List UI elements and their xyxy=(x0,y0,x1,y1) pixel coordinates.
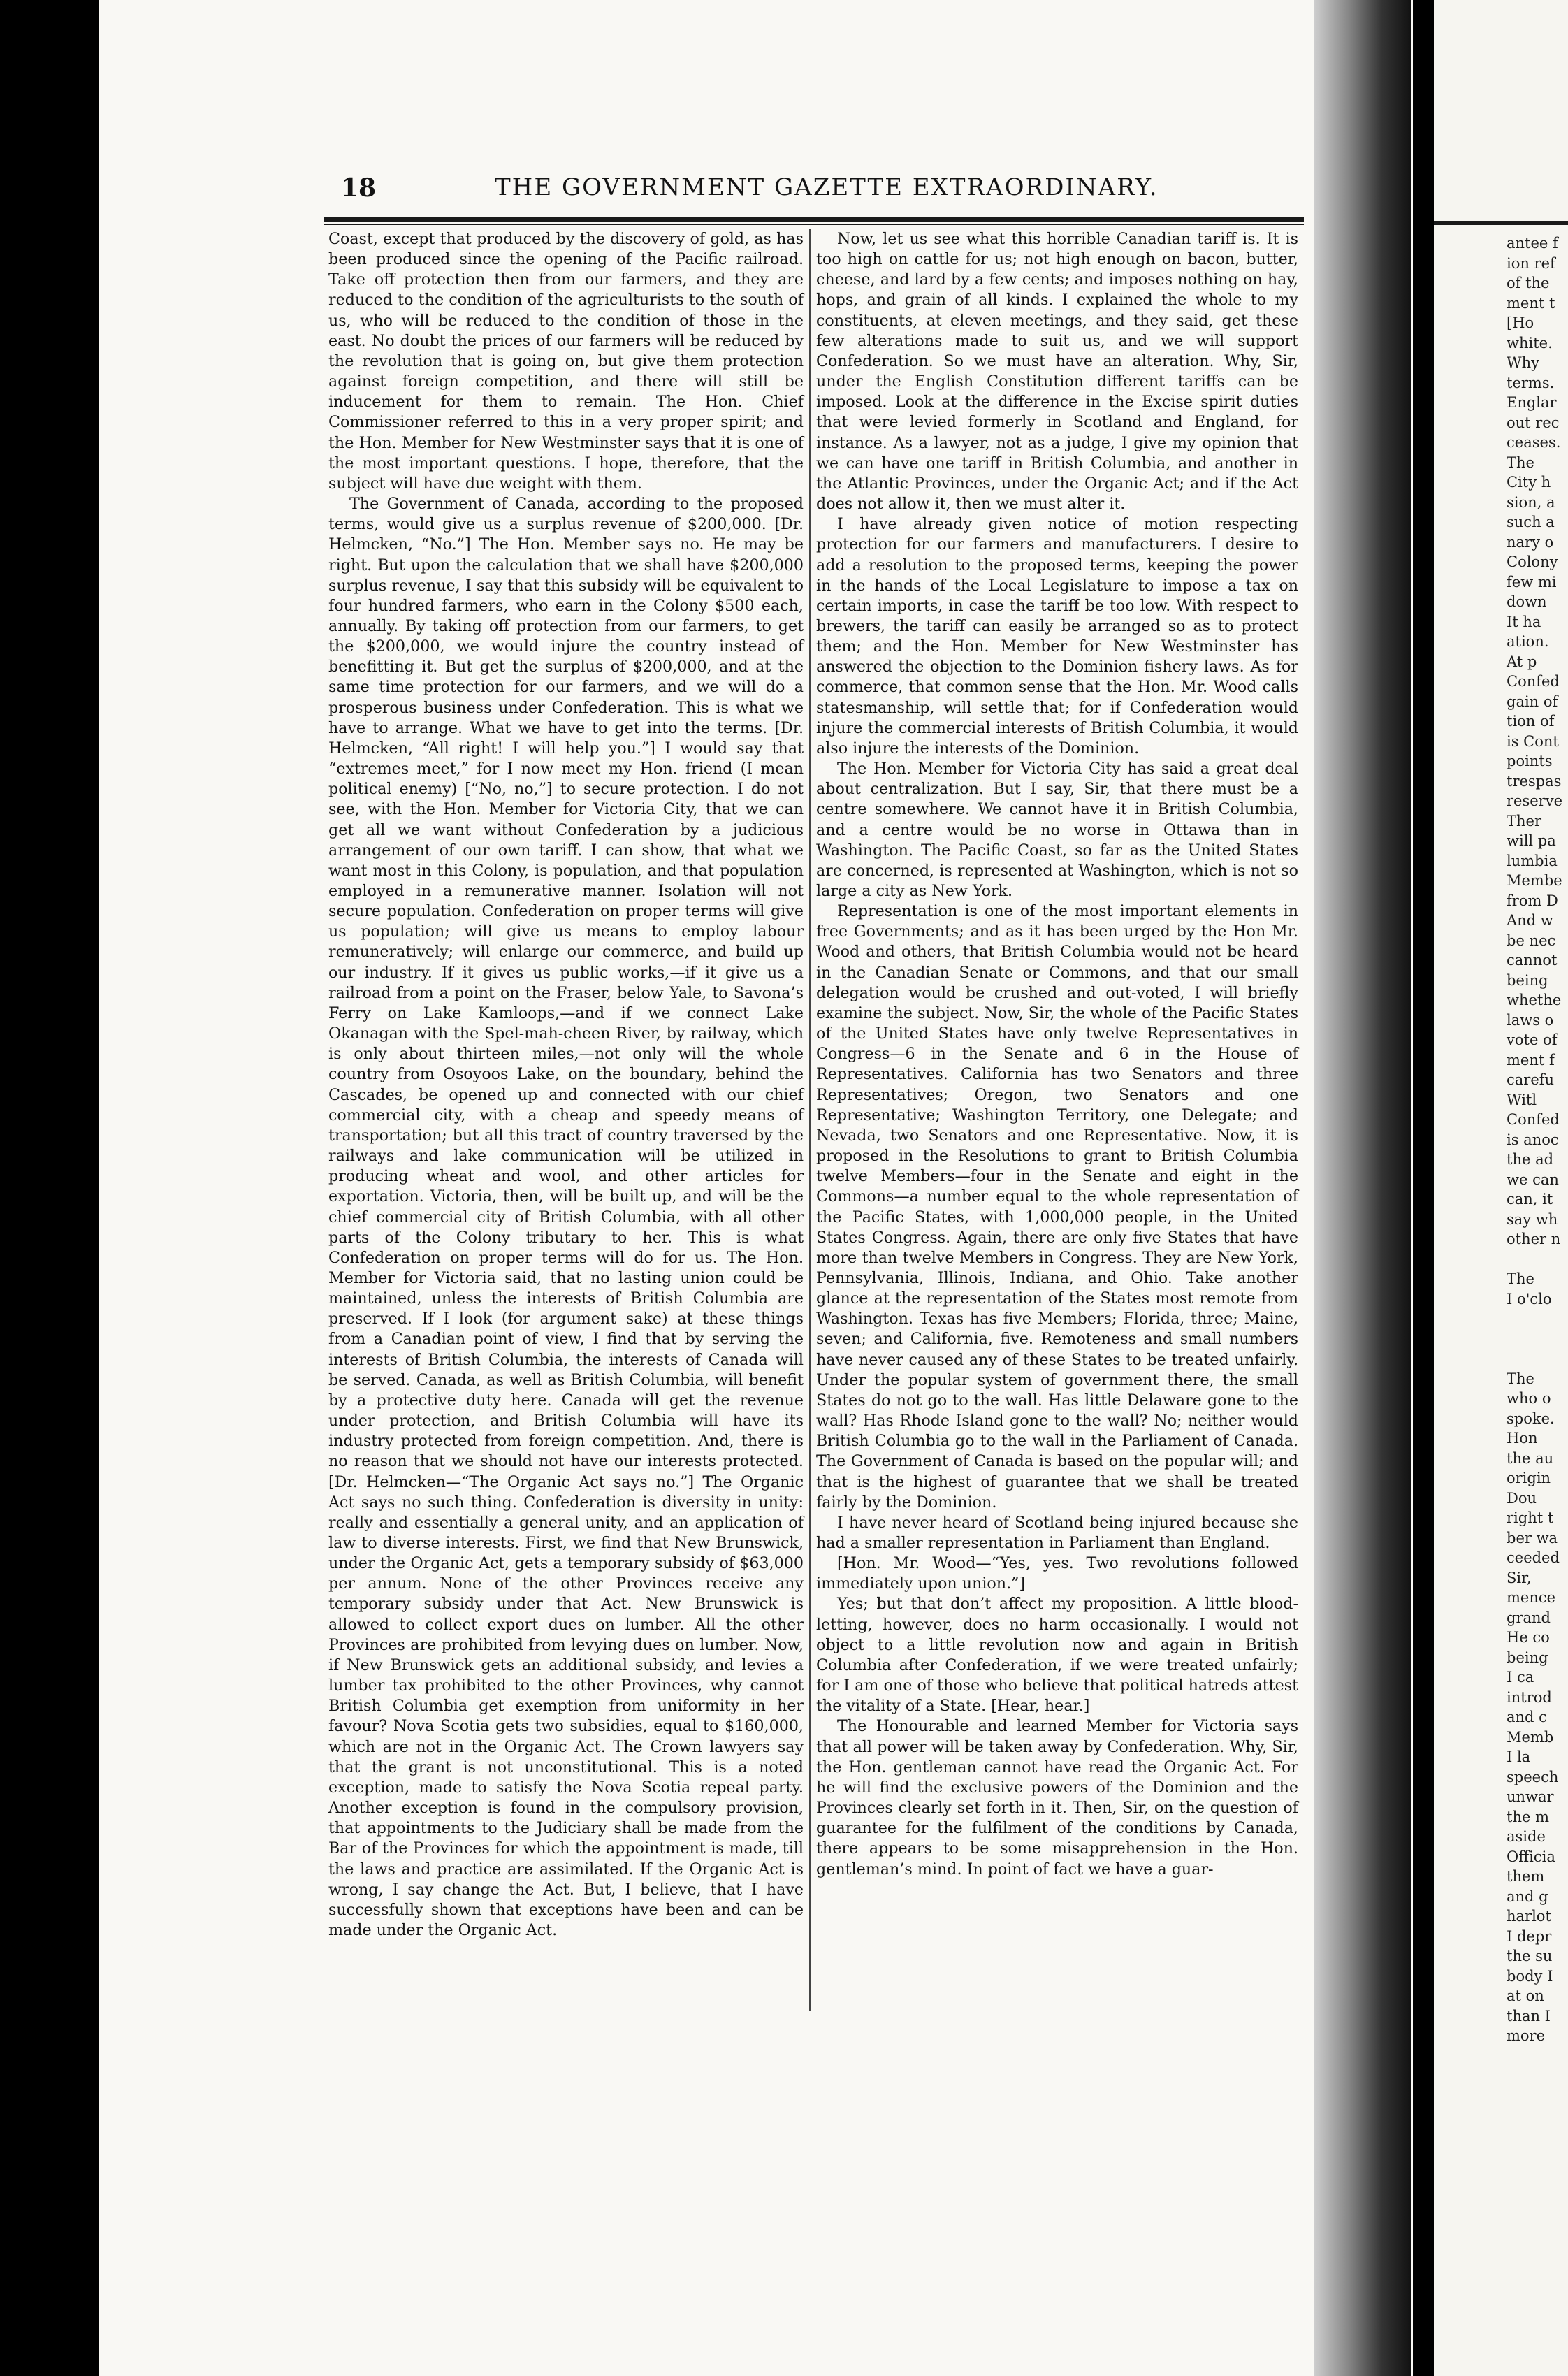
adjacent-page-line: spoke. xyxy=(1507,1410,1555,1427)
adjacent-page-line: Memb xyxy=(1507,1728,1554,1746)
adjacent-page-line: body I xyxy=(1507,1967,1553,1985)
adjacent-page-line: ceeded xyxy=(1507,1549,1560,1566)
running-title: THE GOVERNMENT GAZETTE EXTRAORDINARY. xyxy=(495,173,1159,201)
adjacent-page-line: Why xyxy=(1507,354,1539,371)
adjacent-page-line: [Ho xyxy=(1507,314,1534,331)
adjacent-page-line xyxy=(1507,1309,1568,1329)
adjacent-page-line xyxy=(1507,1249,1568,1270)
adjacent-page-line: few mi xyxy=(1507,573,1557,591)
adjacent-page-line: nary o xyxy=(1507,533,1554,551)
adjacent-page-line: laws o xyxy=(1507,1011,1554,1029)
adjacent-page-line: grand xyxy=(1507,1609,1551,1626)
adjacent-page-line xyxy=(1507,1329,1568,1349)
header-rule-thin xyxy=(324,224,1304,225)
adjacent-page-line: whethe xyxy=(1507,992,1562,1008)
adjacent-page-line: is Cont xyxy=(1507,732,1559,750)
adjacent-page-line: is anoc xyxy=(1507,1131,1559,1148)
adjacent-page-line: terms. xyxy=(1507,374,1555,391)
adjacent-page-line: ceases. xyxy=(1507,434,1561,451)
adjacent-page-line: aside xyxy=(1507,1828,1546,1845)
page-header xyxy=(341,173,1304,215)
adjacent-page-line: unwar xyxy=(1507,1788,1554,1805)
adjacent-page-line: I o'clo xyxy=(1507,1290,1552,1307)
adjacent-page-line xyxy=(1507,1349,1568,1369)
adjacent-page-line: It ha xyxy=(1507,613,1541,630)
adjacent-page-line: Ther xyxy=(1507,812,1541,830)
adjacent-page-rule xyxy=(1434,221,1568,225)
article-paragraph: I have never heard of Scotland being injured because she had a smaller representation in Parliament than England. xyxy=(816,1513,1298,1552)
adjacent-page-line: The xyxy=(1507,1270,1534,1287)
article-paragraph: The Government of Canada, according to the proposed terms, would give us a surplus revenue of $200,000. [Dr. Helmcken, “No.”] The Hon. Member says no. He may be right. But upon the calculation that we shall have $200,000 surplus revenue, I say that this subsidy will be equivalent to four hundred farmers, who earn in the Colony $500 each, annually. By taking off protection from our farmers, to get the $200,000, we would injure the country instead of benefitting it. But get the surplus of $200,000, and at the same time protection for our farmers, and we will do a prosperous business under Confederation. This is what we have to arrange. What we have to get into the terms. [Dr. Helmcken, “All right! I will help you.”] I would say that “extremes meet,” for I now meet my Hon. friend (I mean political enemy) [“No, no,”] to secure protection. I do not see, with the Hon. Member for Victoria City, that we can get all we want without Confederation by a judicious arrangement of our own tariff. I can show, that what we want most in this Colony, is population, and that population employed in a remunerative manner. Isolation will not secure population. Confederation on proper terms will give us population; will give us means to employ labour remuneratively; will enlarge our commerce, and build up our industry. If it gives us public works,—if it give us a railroad from a point on the Fraser, below Yale, to Savona’s Ferry on Lake Kamloops,—and if we connect Lake Okanagan with the Spel-mah-cheen River, by railway, which is only about thirteen miles,—not only will the whole country from Osoyoos Lake, on the boundary, behind the Cascades, be opened up and connected with our chief commercial city, with a cheap and speedy means of transportation; but all this tract of country traversed by the railways and lake communication will be utilized in producing wheat and wool, and other articles for exportation. Victoria, then, will be built up, and will be the chief commercial city of British Columbia, with all other parts of the Colony tributary to her. This is what Confederation on proper terms will do for us. The Hon. Member for Victoria said, that no lasting union could be maintained, unless the interests of British Columbia are preserved. If I look (for argument sake) at these things from a Canadian point of view, I find that by serving the interests of British Columbia, the interests of Canada will be served. Canada, as well as British Columbia, will benefit by a protective duty here. Canada will get the revenue under protection, and British Columbia will have its industry protected from foreign competition. And, there is no reason that we should not have our interests protected. [Dr. Helmcken—“The Organic Act says no.”] The Organic Act says no such thing. Confederation is diversity in unity: really and essentially a general unity, and an application of law to diverse interests. First, we find that New Brunswick, under the Organic Act, gets a temporary subsidy of $63,000 per annum. None of the other Provinces receive any temporary subsidy under that Act. New Brunswick is allowed to collect export dues on lumber. All the other Provinces are prohibited from levying dues on lumber. Now, if New Brunswick gets an additional subsidy, and levies a lumber tax prohibited to the other Provinces, why cannot British Columbia get exemption from uniformity in her favour? Nova Scotia gets two subsidies, equal to $160,000, which are not in the Organic Act. The Crown lawyers say that the grant is not unconstitutional. This is a noted exception, made to satisfy the Nova Scotia repeal party. Another exception is found in the compulsory provision, that appointments to the Judiciary shall be made from the Bar of the Provinces for which the appointment is made, till the laws and practice are assimilated. If the Organic Act is wrong, I say change the Act. But, I believe, that I have successfully shown that exceptions have been and can be made under the Organic Act. xyxy=(328,495,804,1939)
adjacent-page-line: Hon xyxy=(1507,1430,1538,1447)
adjacent-page-line: Membe xyxy=(1507,872,1562,889)
left-column xyxy=(328,229,804,1941)
adjacent-page-line: at on xyxy=(1507,1987,1544,2004)
adjacent-page-line: the m xyxy=(1507,1808,1549,1825)
adjacent-page-line: Confed xyxy=(1507,673,1560,690)
adjacent-page-line: carefu xyxy=(1507,1071,1555,1088)
adjacent-page-line: origin xyxy=(1507,1470,1551,1486)
article-paragraph: Now, let us see what this horrible Canadian tariff is. It is too high on cattle for us; not high enough on bacon, butter, cheese, and lard by a few cents; and imposes nothing on hay, hops, and grain of all kinds. I explained the whole to my constituents, at eleven meetings, and they said, get these few alterations made to suit us, and we will support Confederation. So we must have an alteration. Why, Sir, under the English Constitution different tariffs can be imposed. Look at the difference in the Excise spirit duties that were levied formerly in Scotland and England, for instance. As a lawyer, not as a judge, I give my opinion that we can have one tariff in British Columbia, and another in the Atlantic Provinces, under the Organic Act; and if the Act does not allow it, then we must alter it. xyxy=(816,230,1298,514)
adjacent-page-line: such a xyxy=(1507,514,1555,530)
article-paragraph: [Hon. Mr. Wood—“Yes, yes. Two revolutions followed immediately upon union.”] xyxy=(816,1554,1298,1593)
adjacent-page-line: from D xyxy=(1507,892,1558,909)
adjacent-page-line: trespas xyxy=(1507,772,1562,790)
adjacent-page-line: Sir, xyxy=(1507,1569,1532,1586)
adjacent-page-line: I depr xyxy=(1507,1927,1552,1945)
adjacent-page xyxy=(1434,0,1568,2376)
adjacent-page-line: being xyxy=(1507,971,1548,989)
adjacent-page-line: white. xyxy=(1507,334,1553,352)
adjacent-page-line: who o xyxy=(1507,1390,1551,1407)
adjacent-page-line: And w xyxy=(1507,912,1553,929)
adjacent-page-line: the ad xyxy=(1507,1151,1554,1168)
adjacent-page-line: Officia xyxy=(1507,1848,1555,1865)
article-paragraph: Yes; but that don’t affect my proposition. A little blood-letting, however, does no harm occasionally. I would not object to a little revolution now and again in British Columbia after Confederation, if we were treated unfairly; for I am one of those who believe that political hatreds attest the vitality of a State. [Hear, hear.] xyxy=(816,1595,1298,1716)
adjacent-page-line: Englar xyxy=(1507,394,1557,411)
adjacent-page-line: will pa xyxy=(1507,832,1556,849)
adjacent-page-line: points xyxy=(1507,753,1553,769)
adjacent-page-line: ment f xyxy=(1507,1051,1555,1069)
adjacent-page-line: The xyxy=(1507,1370,1534,1387)
article-paragraph: Coast, except that produced by the discovery of gold, as has been produced since the opening of the Pacific railroad. Take off protection then from our farmers, and they are reduced to the condition of the agriculturists to the south of us, who will be reduced to the condition of those in the east. No doubt the prices of our farmers will be reduced by the revolution that is going on, but give them protection against foreign competition, and there will still be inducement for them to remain. The Hon. Chief Commissioner referred to this in a very proper spirit; and the Hon. Member for New Westminster says that it is one of the most important questions. I hope, therefore, that the subject will have due weight with them. xyxy=(328,230,804,493)
adjacent-page-line: other n xyxy=(1507,1231,1561,1247)
adjacent-page-line: them xyxy=(1507,1868,1545,1885)
column-divider xyxy=(809,229,811,2011)
adjacent-page-line: and g xyxy=(1507,1888,1548,1905)
adjacent-page-line: vote of xyxy=(1507,1031,1558,1048)
adjacent-page-line: down xyxy=(1507,593,1547,610)
adjacent-page-line: sion, a xyxy=(1507,493,1555,511)
page-gutter-shadow xyxy=(1314,0,1411,2376)
adjacent-page-line: ment t xyxy=(1507,294,1555,312)
adjacent-page-line: reserve xyxy=(1507,792,1563,809)
header-rule xyxy=(324,217,1304,222)
adjacent-page-line: The xyxy=(1507,454,1534,471)
adjacent-page-line: He co xyxy=(1507,1629,1550,1646)
adjacent-page-line: more xyxy=(1507,2027,1546,2044)
adjacent-page-line: we can xyxy=(1507,1171,1559,1188)
adjacent-page-line: than I xyxy=(1507,2007,1551,2024)
adjacent-page-line: City h xyxy=(1507,474,1551,491)
article-paragraph: The Hon. Member for Victoria City has said a great deal about centralization. But I say, Sir, that there must be a centre somewhere. We cannot have it in British Columbia, and a centre would be no worse in Ottawa than in Washington. The Pacific Coast, so far as the United States are concerned, is represented at Washington, which is not so large a city as New York. xyxy=(816,760,1298,900)
adjacent-page-line: the au xyxy=(1507,1449,1554,1467)
adjacent-page-line: harlot xyxy=(1507,1908,1551,1925)
adjacent-page-line: say wh xyxy=(1507,1210,1558,1228)
article-paragraph: Representation is one of the most important elements in free Governments; and as it has been urged by the Hon Mr. Wood and others, that British Columbia would not be heard in the Canadian Senate or Commons, and that our small delegation would be crushed and out-voted, I will briefly examine the subject. Now, Sir, the whole of the Pacific States of the United States have only twelve Representatives in Congress—6 in the Senate and 6 in the House of Representatives. California has two Senators and three Representatives; Oregon, two Senators and one Representative; Washington Territory, one Delegate; and Nevada, two Senators and one Representative. Now, it is proposed in the Resolutions to grant to British Columbia twelve Members—four in the Senate and eight in the Commons—a number equal to the whole representation of the Pacific States, with 1,000,000 people, in the United States Congress. Again, there are only five States that have more than twelve Members in Congress. They are New York, Pennsylvania, Illinois, Indiana, and Ohio. Take another glance at the representation of the States most remote from Washington. Texas has five Members; Florida, three; Maine, seven; and California, five. Remoteness and small numbers have never caused any of these States to be treated unfairly. Under the popular system of government there, the small States do not go to the wall. Has little Delaware gone to the wall? Has Rhode Island gone to the wall? No; neither would British Columbia go to the wall in the Parliament of Canada. The Government of Canada is based on the popular will; and that is the highest of guarantee that we shall be treated fairly by the Dominion. xyxy=(816,902,1298,1512)
adjacent-page-line: of the xyxy=(1507,275,1550,291)
adjacent-page-line: being xyxy=(1507,1649,1548,1666)
adjacent-page-line: Colony xyxy=(1507,553,1558,570)
adjacent-page-line: and c xyxy=(1507,1709,1547,1725)
adjacent-page-line: Witl xyxy=(1507,1091,1537,1108)
adjacent-page-line: cannot xyxy=(1507,952,1558,969)
page-number: 18 xyxy=(341,173,377,203)
adjacent-page-line: antee f xyxy=(1507,235,1558,252)
adjacent-page-line: ber wa xyxy=(1507,1529,1558,1546)
adjacent-page-line: gain of xyxy=(1507,693,1558,710)
adjacent-page-line: tion of xyxy=(1507,713,1555,730)
adjacent-page-line: lumbia xyxy=(1507,852,1558,869)
adjacent-page-line: ation. xyxy=(1507,633,1549,650)
adjacent-page-line: Dou xyxy=(1507,1489,1537,1507)
adjacent-page-line: ion ref xyxy=(1507,254,1555,272)
article-paragraph: The Honourable and learned Member for Victoria says that all power will be taken away by Confederation. Why, Sir, the Hon. gentleman cannot have read the Organic Act. For he will find the exclusive powers of the Dominion and the Provinces clearly set forth in it. Then, Sir, on the question of guarantee for the fulfilment of the conditions by Canada, there appears to be some misapprehension in the Hon. gentleman’s mind. In point of fact we have a guar- xyxy=(816,1717,1298,1878)
adjacent-page-text xyxy=(1507,233,1568,2046)
article-paragraph: I have already given notice of motion respecting protection for our farmers and manufacturers. I desire to add a resolution to the proposed terms, keeping the power in the hands of the Local Legislature to impose a tax on certain imports, in case the tariff be too low. With respect to brewers, the tariff can easily be arranged so as to protect them; and the Hon. Member for New Westminster has answered the objection to the Dominion fishery laws. As for commerce, that common sense that the Hon. Mr. Wood calls statesmanship, will settle that; for if Confederation would injure the commercial interests of British Columbia, it would also injure the interests of the Dominion. xyxy=(816,515,1298,758)
adjacent-page-line: be nec xyxy=(1507,932,1556,949)
adjacent-page-line: Confed xyxy=(1507,1111,1560,1128)
adjacent-page-line: the su xyxy=(1507,1948,1553,1964)
adjacent-page-line: can, it xyxy=(1507,1191,1553,1208)
adjacent-page-line: out rec xyxy=(1507,414,1560,431)
adjacent-page-line: mence xyxy=(1507,1589,1556,1606)
right-column xyxy=(816,229,1298,1880)
adjacent-page-line: introd xyxy=(1507,1688,1552,1706)
adjacent-page-line: right t xyxy=(1507,1509,1554,1526)
adjacent-page-line: I la xyxy=(1507,1748,1531,1765)
adjacent-page-line: speech xyxy=(1507,1768,1559,1785)
adjacent-page-line: I ca xyxy=(1507,1669,1534,1686)
adjacent-page-line: At p xyxy=(1507,653,1537,670)
